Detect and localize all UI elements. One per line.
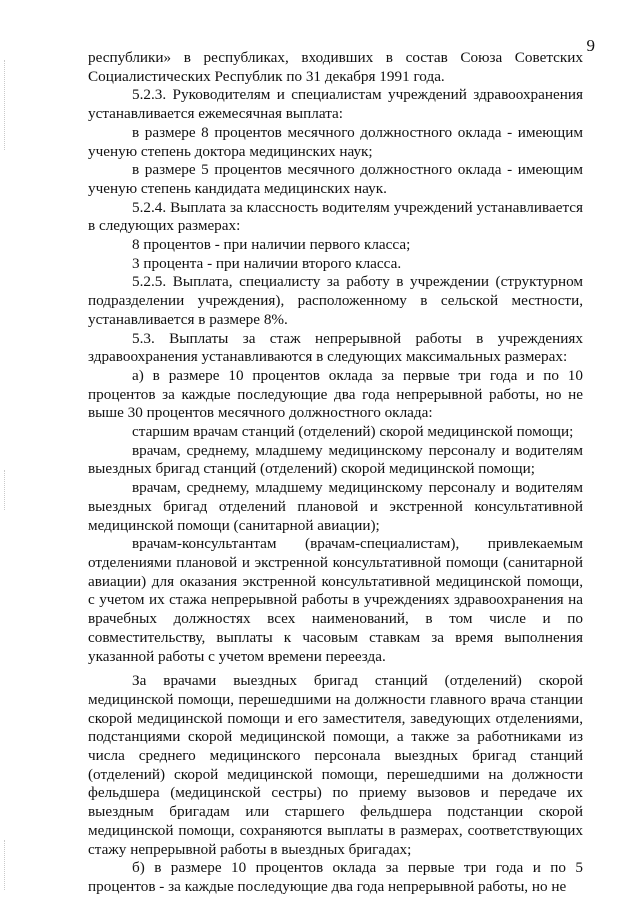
paragraph: б) в размере 10 процентов оклада за первые три года и по 5 процентов - за каждые последующие два года непрерывной работы, но не <box>88 859 583 895</box>
scan-margin-marks <box>4 60 8 150</box>
paragraph: а) в размере 10 процентов оклада за первые три года и по 10 процентов за каждые последующие два года непрерывной работы, но не выше 30 процентов месячного должностного оклада: <box>88 366 583 422</box>
paragraph: врачам, среднему, младшему медицинскому персоналу и водителям выездных бригад отделений плановой и экстренной консультативной медицинской помощи (санитарной авиации); <box>88 479 583 534</box>
paragraph: старшим врачам станций (отделений) скорой медицинской помощи; <box>132 423 574 441</box>
paragraph: 5.2.5. Выплата, специалисту за работу в учреждении (структурном подразделении учреждения), расположенному в сельской местности, устанавливается в размере 8%. <box>88 273 583 328</box>
scan-margin-marks <box>4 470 8 510</box>
paragraph: За врачами выездных бригад станций (отделений) скорой медицинской помощи, перешедшими на должности главного врача станции скорой медицинской помощи и его заместителя, заведующих отделениями, подстанциями скорой медицинской помощи, а также за работниками из числа среднего медицинского персонала выездных бригад станций (отделений) скорой медицинской помощи, перешедшими на должности фельдшера (медицинской сестры) по приему вызовов и передаче их выездным бригадам или старшего фельдшера подстанции скорой медицинской помощи, сохраняются выплаты в размерах, соответствующих стажу непрерывной работы в выездных бригадах; <box>88 672 583 858</box>
paragraph: 5.2.4. Выплата за классность водителям учреждений устанавливается в следующих размерах: <box>88 198 583 235</box>
scan-margin-marks <box>4 840 8 890</box>
paragraph: 5.2.3. Руководителям и специалистам учреждений здравоохранения устанавливается ежемесячная выплата: <box>88 86 583 123</box>
paragraph: врачам, среднему, младшему медицинскому персоналу и водителям выездных бригад станций (отделений) скорой медицинской помощи; <box>88 441 583 478</box>
page-number: 9 <box>586 36 595 55</box>
paragraph: в размере 5 процентов месячного должностного оклада - имеющим ученую степень кандидата медицинских наук. <box>88 161 583 197</box>
paragraph: в размере 8 процентов месячного должностного оклада - имеющим ученую степень доктора медицинских наук; <box>88 123 583 160</box>
paragraph: 3 процента - при наличии второго класса. <box>132 254 402 272</box>
paragraph: республики» в республиках, входивших в состав Союза Советских Социалистических Республик по 31 декабря 1991 года. <box>88 49 583 85</box>
paragraph: врачам-консультантам (врачам-специалистам), привлекаемым отделениями плановой и экстренной консультативной помощи (санитарной авиации) для оказания экстренной консультативной медицинской помощи, с учетом их стажа непрерывной работы в учреждениях здравоохранения на врачебных должностях всех наименований, в том числе и по совместительству, выплаты к часовым ставкам за время выполнения указанной работы с учетом времени переезда. <box>88 535 583 665</box>
paragraph: 5.3. Выплаты за стаж непрерывной работы в учреждениях здравоохранения устанавливаются в следующих максимальных размерах: <box>88 329 583 366</box>
document-body <box>88 49 583 897</box>
paragraph: 8 процентов - при наличии первого класса; <box>132 236 411 254</box>
